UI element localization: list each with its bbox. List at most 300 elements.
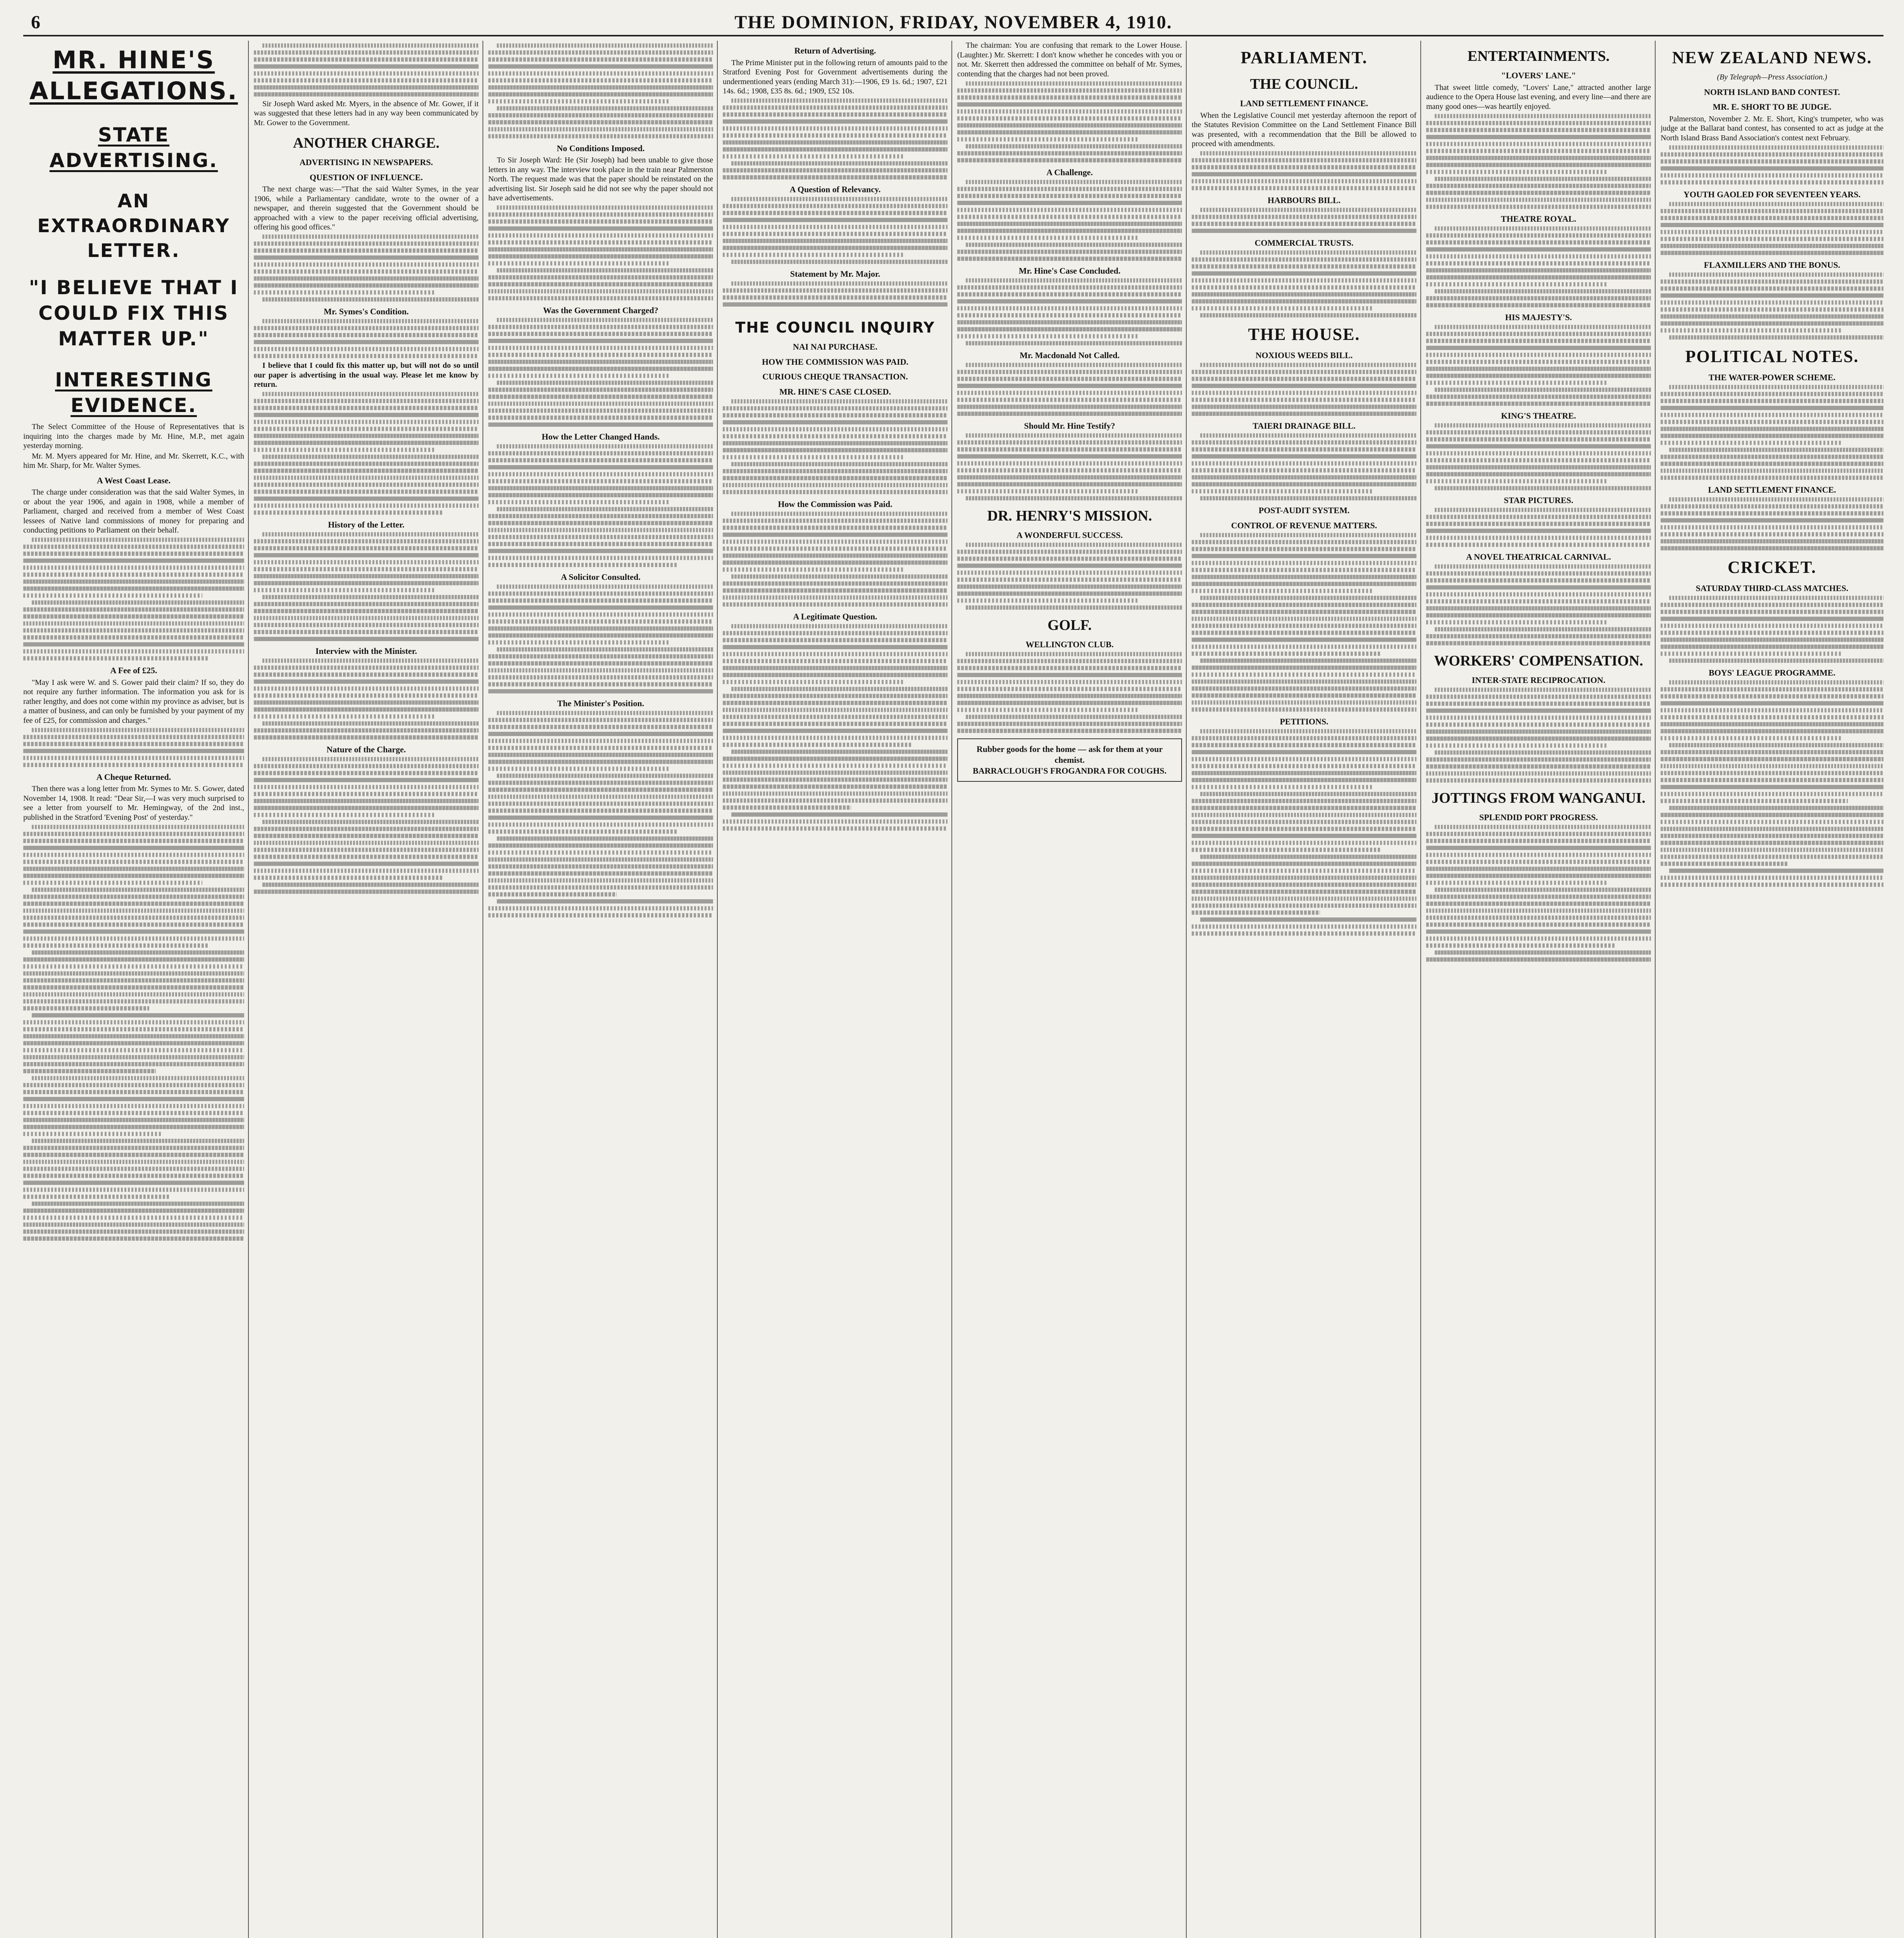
text-line [1661,237,1883,241]
text-line [723,645,948,649]
text-line [1426,346,1651,350]
text-line [723,652,948,656]
article-text [1661,680,1883,887]
text-line [254,50,479,55]
text-line [23,552,244,556]
text-line [262,234,479,239]
text-line [723,147,948,152]
text-line [1661,771,1883,775]
newspaper-title: THE DOMINION, FRIDAY, NOVEMBER 4, 1910. [734,12,1172,33]
text-line [1192,489,1374,493]
text-line [254,735,479,740]
text-line [1661,708,1883,712]
text-line [254,771,479,775]
text-line [1669,680,1883,685]
text-line [1661,834,1883,838]
text-line [488,120,713,124]
subhead: A Solicitor Consulted. [561,572,641,582]
text-line [254,483,479,487]
text-line [254,71,479,76]
text-line [966,278,1182,283]
text-line [254,869,479,873]
text-line [254,813,436,817]
text-line [488,360,713,364]
text-line [488,374,670,378]
text-line [488,528,713,532]
text-line [1426,695,1651,699]
text-line [957,250,1182,254]
text-line [723,211,948,215]
text-line [254,602,479,606]
text-line [1192,603,1416,607]
text-line [1426,543,1651,547]
text-line [1426,578,1651,583]
text-line [723,729,948,733]
text-line [957,95,1182,100]
text-line [23,1097,244,1101]
text-line [1661,455,1883,459]
text-line [1426,451,1651,455]
text-line [488,549,713,553]
text-line [1661,736,1841,740]
text-line [1661,729,1883,733]
text-line [23,1041,244,1045]
text-line [1200,729,1416,733]
text-line [23,1236,244,1241]
text-line [957,564,1182,568]
subhead: COMMERCIAL TRUSTS. [1254,238,1354,248]
column-rule [1420,41,1421,1938]
text-line [1192,672,1416,677]
text-line [254,406,479,410]
text-line [32,1076,244,1080]
text-line [957,454,1182,459]
text-line [723,455,905,459]
article-text [1661,145,1883,184]
text-line [1192,876,1416,880]
text-line [957,398,1182,402]
text-line [957,116,1182,121]
text-line [1426,916,1651,920]
text-line [488,458,713,462]
text-line [1661,321,1883,326]
article-text [723,98,948,179]
text-line [254,623,479,627]
text-line [488,212,713,217]
text-line [254,848,479,852]
text-line [1661,286,1883,291]
text-line [1192,568,1416,572]
text-line [23,964,244,969]
text-line [1426,529,1651,533]
text-line [1426,929,1651,934]
text-line [1426,778,1651,783]
text-line [254,546,479,550]
text-line [966,433,1182,438]
text-line [1200,792,1416,796]
text-line [957,550,1182,554]
text-line [1426,121,1651,125]
article-text [957,543,1182,610]
text-line [723,533,948,537]
article-text [1661,596,1883,663]
article-attendance: Mr. M. Myers appeared for Mr. Hine, and Mr. Skerrett, K.C., with him Mr. Sharp, for Mr. Walter Symes. [23,452,244,470]
text-line [1192,540,1416,544]
text-line [23,929,244,934]
text-line [488,781,713,785]
text-line [1426,867,1651,871]
text-line [1192,547,1416,551]
text-line [1426,135,1651,139]
text-line [254,427,479,431]
text-line [1435,750,1651,755]
text-line [1661,638,1883,642]
text-line [723,225,948,229]
text-line [488,871,713,876]
text-line [1192,869,1416,873]
text-line [488,367,713,371]
text-line [1192,645,1416,649]
column-7 [1426,41,1651,1938]
text-line [488,134,713,138]
text-line [723,154,905,159]
text-line [1669,497,1883,502]
text-line [488,261,670,266]
text-line [254,434,479,438]
text-line [23,1083,244,1087]
text-line [1426,571,1651,576]
article-text [957,278,1182,345]
text-line [957,370,1182,374]
text-line [488,535,713,539]
text-line [1200,496,1416,500]
text-line [966,180,1182,184]
subhead: Interview with the Minister. [315,646,417,656]
subhead: LAND SETTLEMENT FINANCE. [1240,98,1368,108]
text-line [957,729,1182,733]
text-line [723,406,948,410]
text-line [957,187,1182,191]
subhead: CURIOUS CHEQUE TRANSACTION. [762,372,908,381]
text-line [488,829,677,834]
subhead: CONTROL OF REVENUE MATTERS. [1231,520,1377,530]
text-line [23,909,244,913]
text-line [262,392,479,396]
text-line [254,347,479,351]
text-line [254,827,479,831]
text-line [254,553,479,557]
subhead: WELLINGTON CLUB. [1025,639,1114,649]
text-line [1661,279,1883,284]
text-line [488,50,713,55]
text-line [488,878,713,883]
article-text [1426,508,1651,547]
text-line [957,482,1182,486]
subhead: The Minister's Position. [557,698,644,708]
text-line [23,656,209,660]
text-line [1661,420,1883,424]
text-line [1435,825,1651,829]
text-line [1426,402,1651,406]
text-line [957,229,1182,233]
text-line [966,144,1182,148]
text-line [1661,251,1883,255]
article-text [254,757,479,894]
subhead: KING'S THEATRE. [1501,410,1576,421]
text-line [23,756,244,760]
column-4 [723,41,948,1938]
text-line [731,750,948,754]
text-line [488,99,670,103]
text-line [23,1034,244,1038]
text-line [1661,223,1883,227]
text-line [1426,233,1651,238]
text-line [254,92,479,97]
article-intro: The Select Committee of the House of Representatives that is inquiring into the charges made by Mr. Hine, M.P., met again yesterday morning. [23,422,244,450]
text-line [23,1167,244,1171]
council-inquiry-heading: THE COUNCIL INQUIRY [735,319,935,336]
subhead: YOUTH GAOLED FOR SEVENTEEN YEARS. [1683,189,1861,199]
text-line [23,1195,169,1199]
text-line [254,700,479,705]
text-line [723,736,948,740]
text-line [731,161,948,166]
byline: (By Telegraph—Press Association.) [1717,73,1827,81]
deck-evidence: INTERESTING EVIDENCE. [55,369,212,417]
text-line [723,218,948,222]
text-line [488,843,713,848]
text-line [488,395,713,399]
text-line [488,451,713,455]
text-line [1661,827,1883,831]
subhead: A NOVEL THEATRICAL CARNIVAL. [1466,552,1611,562]
text-line [488,402,713,406]
text-line [723,602,948,607]
text-line [1661,441,1841,445]
text-line [254,255,479,260]
text-line [23,1188,244,1192]
text-line [23,586,244,591]
text-line [254,686,479,691]
text-line [23,1153,244,1157]
article-text [1192,250,1416,317]
text-line [23,860,244,864]
text-line [254,326,479,330]
text-line [262,659,479,663]
subhead: No Conditions Imposed. [557,143,645,153]
text-line [1661,504,1883,509]
text-line [488,661,713,666]
text-line [1435,688,1651,692]
text-line [488,332,713,336]
text-line [254,57,479,62]
article-text [1192,433,1416,500]
text-line [723,560,948,565]
text-line [1192,707,1416,712]
text-line [1661,314,1883,319]
text-line [1200,533,1416,537]
text-line [731,399,948,403]
text-line [1426,170,1608,174]
text-line [1426,839,1651,843]
text-line [957,215,1182,219]
article-text [1426,114,1651,209]
text-line [966,543,1182,547]
section-heading: POLITICAL NOTES. [1685,347,1859,366]
subhead: A Challenge. [1046,167,1093,177]
column-5 [957,41,1182,1938]
text-line [32,1013,244,1017]
text-line [254,574,479,578]
subhead: Mr. Macdonald Not Called. [1020,350,1120,360]
text-line [723,448,948,452]
text-line [957,320,1182,324]
text-line [488,521,713,525]
text-line [1192,482,1416,486]
text-line [488,514,713,518]
text-line [488,689,713,693]
text-line [723,757,948,761]
article-text [1192,151,1416,190]
text-line [1192,743,1416,747]
subhead: How the Commission was Paid. [778,499,893,509]
text-line [254,890,479,894]
column-6 [1192,41,1416,1938]
text-line [497,836,713,841]
text-line [262,820,479,824]
text-line [1661,799,1848,803]
text-line [488,64,713,69]
text-line [1661,525,1883,529]
text-line [1192,299,1416,303]
text-line [957,102,1182,107]
text-line [1426,374,1651,378]
text-line [1426,282,1608,286]
text-line [723,567,905,572]
subhead: Mr. Hine's Case Concluded. [1018,266,1121,276]
article-body: The chairman: You are confusing that remark to the Lower House. (Laughter.) Mr. Skerrett: I don't know whether he concedes with you or not. Mr. Skerrett then addressed the committee on behalf of Mr. Symes, contending that the charges had not been proved. [957,41,1182,78]
article-text [1192,729,1416,936]
text-line [1669,659,1883,663]
text-line [1426,332,1651,336]
text-line [23,874,244,878]
text-line [1426,444,1651,448]
article-text [1661,272,1883,340]
text-line [488,626,713,631]
text-line [731,687,948,691]
text-line [23,735,244,739]
text-line [23,957,244,962]
text-line [723,588,948,593]
text-line [23,992,244,997]
text-line [731,574,948,579]
text-line [488,563,677,567]
text-line [957,292,1182,297]
text-line [1426,536,1651,540]
subhead: A Question of Relevancy. [789,184,881,194]
text-line [23,1146,244,1150]
article-text [957,652,1182,733]
masthead [23,8,1883,37]
text-line [1669,743,1883,747]
article-text [957,180,1182,261]
text-line [1192,841,1416,845]
text-line [488,388,713,392]
text-line [1192,883,1416,887]
text-line [1661,792,1883,796]
subhead: HOW THE COMMISSION WAS PAID. [762,357,908,367]
section-heading: THE HOUSE. [1248,325,1360,344]
text-line [488,113,713,117]
text-line [1200,596,1416,600]
text-line [1192,736,1416,740]
text-line [1426,757,1651,762]
article-text [1426,325,1651,406]
text-line [1426,764,1651,769]
text-line [723,246,948,250]
text-line [488,906,713,910]
text-line [1192,700,1416,705]
text-line [1426,303,1651,307]
text-line [1669,448,1883,452]
ad-text: Rubber goods for the home — ask for them at your chemist. [976,744,1163,765]
text-line [488,296,713,300]
article-body: Then there was a long letter from Mr. Symes to Mr. S. Gower, dated November 14, 1908. It read: "Dear Sir,—I was very much surprised to see a letter from yourself to Mr. Hemingway, of the 2nd inst., published in the Stratford 'Evening Post' of yesterday." [23,785,244,822]
text-line [1426,254,1651,259]
text-line [262,297,479,302]
article-text [254,234,479,302]
text-line [1426,585,1651,590]
text-line [1661,785,1883,789]
text-line [254,876,443,880]
article-text [488,43,713,138]
text-line [1192,391,1416,395]
text-line [1192,764,1416,768]
text-line [254,503,479,508]
text-line [1192,750,1416,754]
article-text [1426,825,1651,962]
text-line [1192,222,1416,226]
text-line [1426,367,1651,371]
text-line [1192,903,1416,908]
text-line [723,638,948,642]
text-line [723,239,948,243]
subhead: HIS MAJESTY'S. [1505,312,1572,322]
text-line [23,1125,244,1129]
text-line [1192,799,1416,803]
text-line [1426,620,1608,624]
text-line [32,1139,244,1143]
text-line [254,764,479,768]
text-line [1426,381,1608,385]
text-line [723,595,948,600]
text-line [488,822,713,827]
text-line [254,85,479,90]
text-line [254,269,479,274]
text-line [488,71,713,76]
text-line [1192,666,1416,670]
article-text [254,392,479,515]
text-line [1435,950,1651,955]
text-line [23,902,244,906]
text-line [1200,917,1416,922]
text-line [23,642,244,647]
text-line [723,819,948,824]
text-line [1661,750,1883,754]
text-line [488,633,713,638]
article-text [723,624,948,831]
text-line [488,767,670,771]
